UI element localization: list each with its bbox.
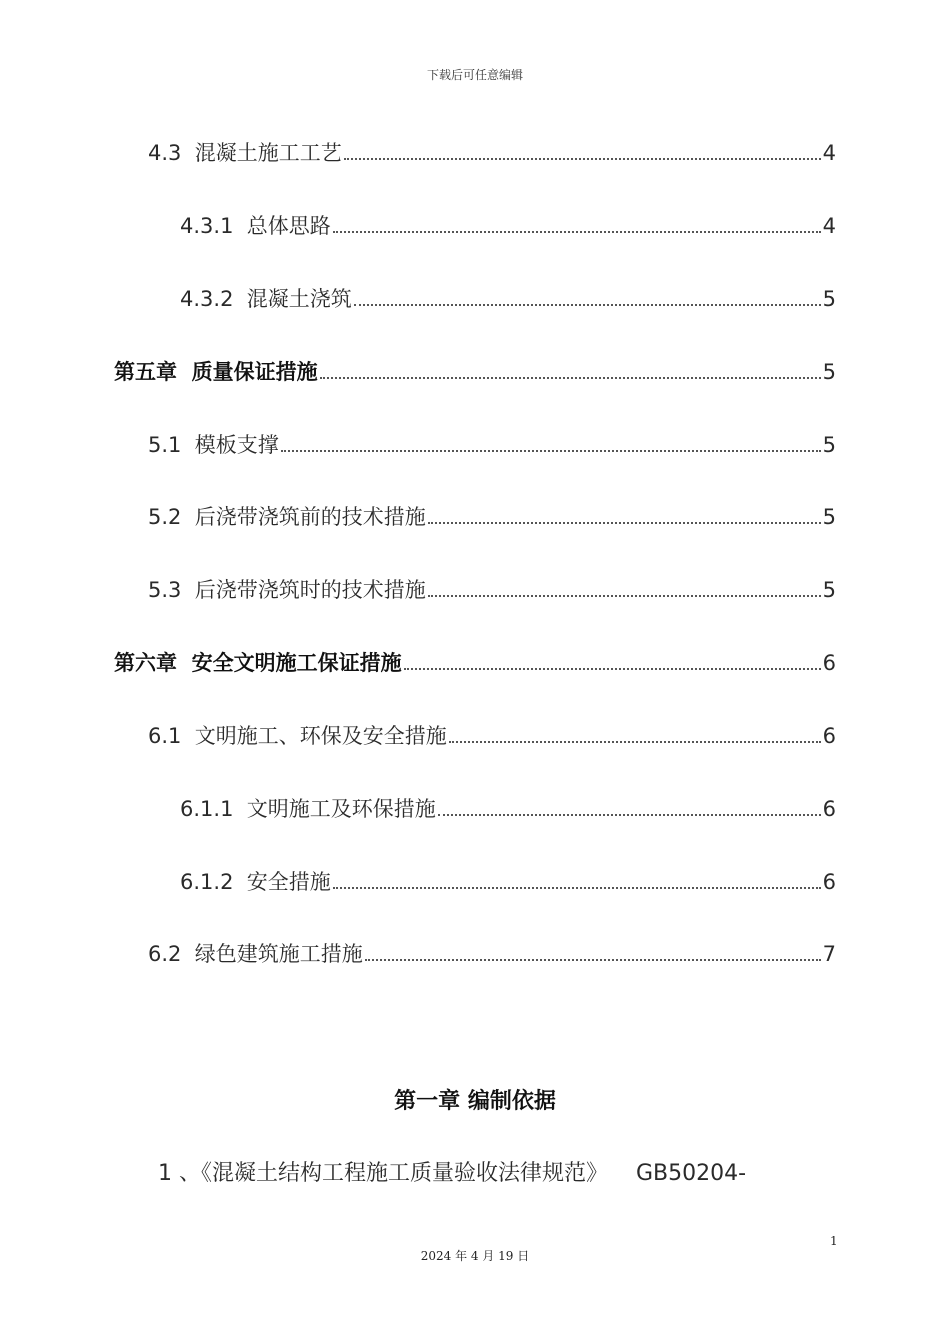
toc-leader-dots xyxy=(320,377,821,379)
toc-leader-dots xyxy=(404,668,821,670)
toc-entry-page: 5 xyxy=(822,360,836,384)
chapter-heading: 第一章 编制依据 xyxy=(394,1089,556,1114)
toc-leader-dots xyxy=(333,231,821,233)
toc-leader-dots xyxy=(438,814,821,816)
toc-leader-dots xyxy=(428,522,821,524)
toc-entry[interactable] xyxy=(148,573,836,603)
toc-entry-page: 7 xyxy=(822,942,836,966)
toc-entry-number: 6.1 xyxy=(148,724,195,748)
toc-entry-page: 5 xyxy=(822,433,836,457)
toc-entry-number: 4.3 xyxy=(148,141,195,165)
toc-entry-page: 5 xyxy=(822,287,836,311)
toc-entry-number: 5.3 xyxy=(148,578,195,602)
toc-entry-number: 6.1.1 xyxy=(180,797,247,821)
reference-item: 1 、《混凝土结构工程施工质量验收法律规范》 GB50204- xyxy=(158,1161,747,1186)
toc-entry-title: 文明施工、环保及安全措施 xyxy=(194,724,447,748)
toc-entry-page: 6 xyxy=(822,651,836,675)
toc-entry-page: 4 xyxy=(822,141,836,165)
toc-entry[interactable] xyxy=(180,865,836,895)
toc-entry-number: 6.2 xyxy=(148,942,195,966)
toc-entry[interactable] xyxy=(148,136,836,166)
toc-entry-page: 6 xyxy=(822,870,836,894)
toc-entry-page: 6 xyxy=(822,724,836,748)
toc-entry-number: 第五章 xyxy=(114,360,192,384)
page-header: 下载后可任意编辑 xyxy=(426,68,523,82)
toc-entry-title: 绿色建筑施工措施 xyxy=(194,942,363,966)
toc-leader-dots xyxy=(281,450,821,452)
toc-entry-title: 混凝土施工工艺 xyxy=(194,141,342,165)
toc-leader-dots xyxy=(333,887,821,889)
toc-entry-title: 安全文明施工保证措施 xyxy=(191,651,402,675)
toc-entry-number: 6.1.2 xyxy=(180,870,247,894)
toc-entry-number: 4.3.2 xyxy=(180,287,247,311)
page-number: 1 xyxy=(830,1234,838,1248)
page-footer-date: 2024 年 4 月 19 日 xyxy=(420,1249,530,1263)
toc-entry-number: 4.3.1 xyxy=(180,214,247,238)
toc-entry-title: 安全措施 xyxy=(246,870,331,894)
toc-entry[interactable] xyxy=(148,500,836,530)
toc-entry-title: 后浇带浇筑前的技术措施 xyxy=(194,505,426,529)
toc-entry[interactable] xyxy=(180,792,836,822)
toc-leader-dots xyxy=(449,741,821,743)
toc-entry[interactable] xyxy=(148,428,836,458)
toc-entry-page: 6 xyxy=(822,797,836,821)
toc-entry-title: 总体思路 xyxy=(246,214,331,238)
toc-entry[interactable] xyxy=(180,209,836,239)
toc-leader-dots xyxy=(428,595,821,597)
toc-entry-title: 模板支撑 xyxy=(194,433,279,457)
toc-entry-title: 混凝土浇筑 xyxy=(246,287,352,311)
toc-entry-number: 5.1 xyxy=(148,433,195,457)
toc-entry-title: 后浇带浇筑时的技术措施 xyxy=(194,578,426,602)
toc-entry-page: 5 xyxy=(822,505,836,529)
toc-entry-number: 5.2 xyxy=(148,505,195,529)
toc-chapter-entry[interactable] xyxy=(114,646,836,676)
toc-chapter-entry[interactable] xyxy=(114,355,836,385)
toc-leader-dots xyxy=(365,959,821,961)
toc-entry-page: 4 xyxy=(822,214,836,238)
toc-entry-title: 文明施工及环保措施 xyxy=(246,797,436,821)
toc-entry[interactable] xyxy=(148,719,836,749)
toc-entry-number: 第六章 xyxy=(114,651,192,675)
toc-entry[interactable] xyxy=(148,937,836,967)
toc-leader-dots xyxy=(344,158,821,160)
toc-entry-title: 质量保证措施 xyxy=(191,360,318,384)
toc-leader-dots xyxy=(354,304,821,306)
toc-entry-page: 5 xyxy=(822,578,836,602)
toc-entry[interactable] xyxy=(180,282,836,312)
